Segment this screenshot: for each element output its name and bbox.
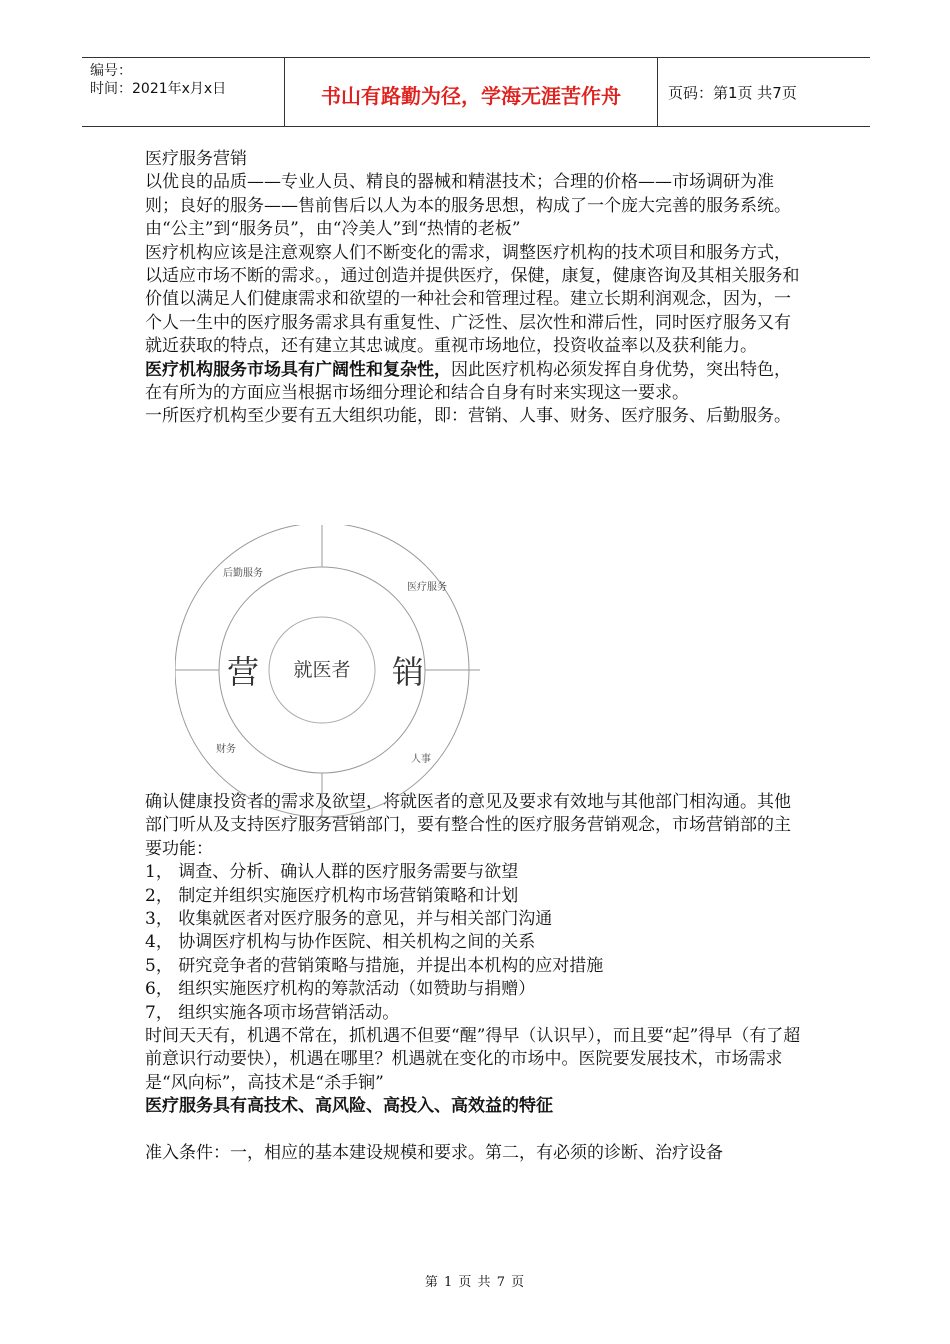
header-page-info: 页码：第1页 共7页	[668, 84, 797, 102]
paragraph-6: 确认健康投资者的需求及欲望，将就医者的意见及要求有效地与其他部门相沟通。其他部门听从及支持医疗服务营销部门，要有整合性的医疗服务营销观念，市场营销部的主要功能：	[145, 791, 791, 859]
list-item: 5， 研究竞争者的营销策略与措施，并提出本机构的应对措施	[145, 955, 604, 976]
document-time-label: 时间：2021年x月x日	[90, 81, 227, 97]
label-personnel: 人事	[411, 754, 431, 765]
header-motto-cell	[284, 58, 658, 126]
label-finance: 财务	[216, 744, 236, 755]
paragraph-4-bold: 医疗机构服务市场具有广阔性和复杂性，	[145, 359, 451, 380]
paragraph-3: 医疗机构应该是注意观察人们不断变化的需求，调整医疗机构的技术项目和服务方式，以适应市场不断的需求。，通过创造并提供医疗，保健，康复，健康咨询及其相关服务和价值以满足人们健康需求和欲望的一种社会和管理过程。建立长期利润观念，因为，一个人一生中的医疗服务需求具有重复性、广泛性、层次性和滞后性，同时医疗服务又有就近获取的特点，还有建立其忠诚度。重视市场地位，投资收益率以及获利能力。	[145, 242, 800, 357]
list-item: 3， 收集就医者对医疗服务的意见，并与相关部门沟通	[145, 908, 553, 929]
doc-title: 医疗服务营销	[145, 149, 247, 169]
paragraph-4	[145, 359, 805, 406]
paragraph-2: 由“公主”到“服务员”，由“冷美人”到“热情的老板”	[145, 219, 521, 240]
function-diagram-svg	[175, 525, 480, 820]
paragraph-4-rest: 因此医疗机构必须发挥自身优势，突出特色，在有所为的方面应当根据市场细分理论和结合自身有时来实现这一要求。	[145, 359, 791, 404]
function-diagram	[175, 525, 480, 820]
blank-line	[145, 1119, 805, 1142]
page-footer: 第 1 页 共 7 页	[424, 1275, 526, 1290]
paragraph-8-bold: 医疗服务具有高技术、高风险、高投入、高效益的特征	[145, 1096, 553, 1117]
paragraph-5: 一所医疗机构至少要有五大组织功能，即：营销、人事、财务、医疗服务、后勤服务。	[145, 406, 791, 427]
document-number-label: 编号：	[90, 63, 132, 79]
header-motto: 书山有路勤为径，学海无涯苦作舟	[321, 84, 621, 108]
center-label: 就医者	[293, 659, 351, 681]
header-meta	[82, 58, 282, 126]
marketing-char-left: 营	[226, 653, 260, 691]
paragraph-1: 以优良的品质——专业人员、精良的器械和精湛技术；合理的价格——市场调研为准则；良好的服务——售前售后以人为本的服务思想，构成了一个庞大完善的服务系统。	[145, 172, 791, 216]
page-header	[82, 57, 870, 127]
list-item: 1， 调查、分析、确认人群的医疗服务需要与欲望	[145, 862, 519, 883]
function-list	[145, 861, 805, 1025]
label-logistics: 后勤服务	[223, 568, 263, 579]
list-item: 6， 组织实施医疗机构的筹款活动（如赞助与捐赠）	[145, 979, 536, 1000]
label-medical-service: 医疗服务	[407, 582, 447, 593]
header-page-cell	[658, 58, 870, 126]
list-item: 7， 组织实施各项市场营销活动。	[145, 1002, 400, 1023]
paragraph-7: 时间天天有，机遇不常在，抓机遇不但要“醒”得早（认识早），而且要“起”得早（有了超前意识行动要快），机遇在哪里？机遇就在变化的市场中。医院要发展技术，市场需求是“风向标”，高技术是“杀手锏”	[145, 1025, 801, 1093]
paragraph-9: 准入条件：一，相应的基本建设规模和要求。第二，有必须的诊断、治疗设备	[145, 1142, 723, 1163]
list-item: 4， 协调医疗机构与协作医院、相关机构之间的关系	[145, 932, 536, 953]
list-item: 2， 制定并组织实施医疗机构市场营销策略和计划	[145, 885, 519, 906]
marketing-char-right: 销	[391, 653, 425, 691]
